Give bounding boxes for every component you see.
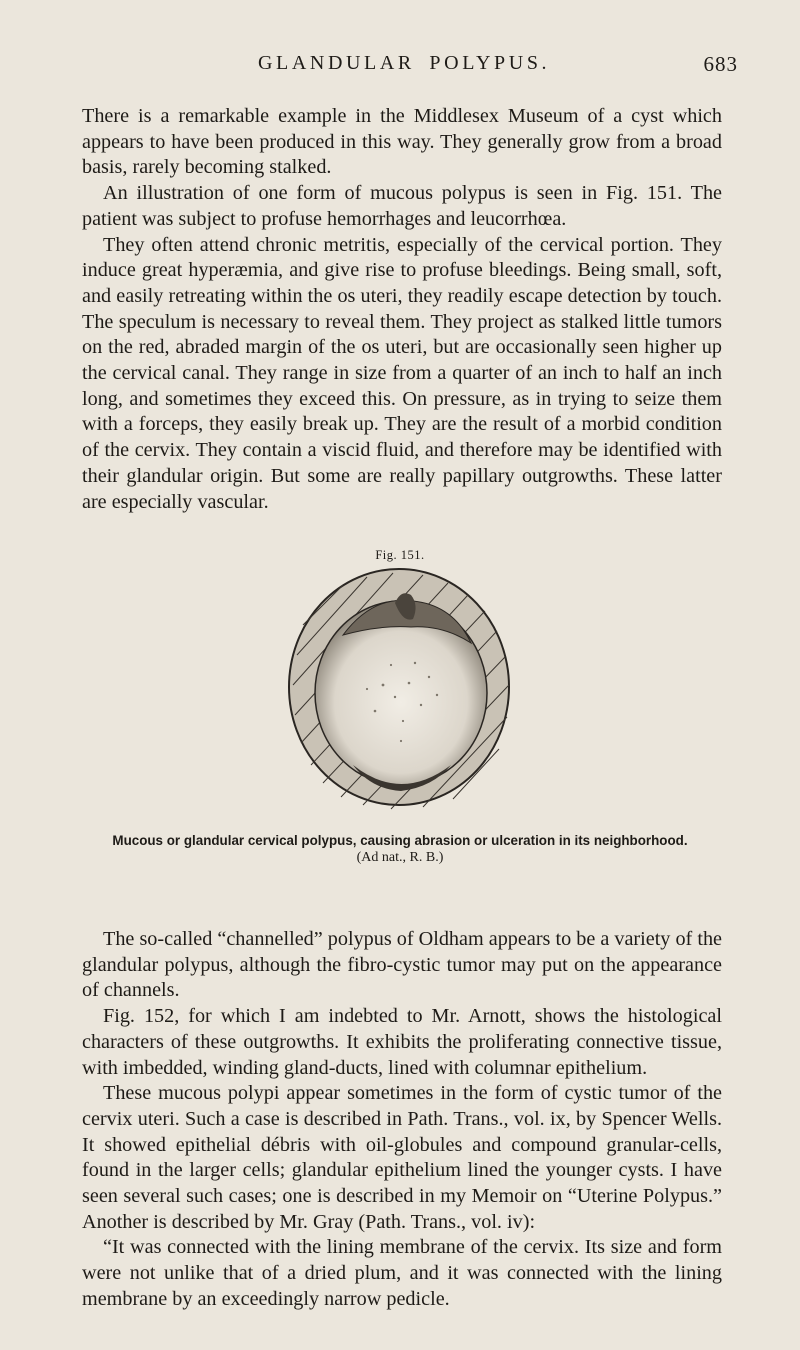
paragraph: The so-called “channelled” polypus of Oldham appears to be a variety of the glandular polypus, although the fibro-cystic tumor may put on the appearance of channels.: [82, 928, 722, 1002]
body-text-bottom: [82, 927, 722, 1313]
figure-illustration-polypus: [283, 565, 523, 815]
body-text-top: [82, 104, 722, 515]
running-head: GLANDULAR POLYPUS.: [258, 52, 551, 74]
page-number: 683: [703, 52, 738, 76]
figure-label: Fig. 151.: [375, 548, 425, 562]
figure-caption: [0, 832, 800, 866]
paragraph: An illustration of one form of mucous polypus is seen in Fig. 151. The patient was subject to profuse hemorrhages and leucorrhœa.: [82, 182, 722, 230]
paragraph: These mucous polypi appear sometimes in the form of cystic tumor of the cervix uteri. Such a case is described in Path. Trans., vol. ix, by Spencer Wells. It showed epithelial débris with oil-globules and compound granular-cells, found in the larger cells; glandular epithelium lined the younger cysts. I have seen several such cases; one is described in my Memoir on “Uterine Polypus.” Another is described by Mr. Gray (Path. Trans., vol. iv):: [82, 1082, 722, 1233]
paragraph: There is a remarkable example in the Middlesex Museum of a cyst which appears to have been produced in this way. They generally grow from a broad basis, rarely becoming stalked.: [82, 105, 722, 179]
caption-credit: (Ad nat., R. B.): [356, 850, 444, 865]
paragraph: They often attend chronic metritis, especially of the cervical portion. They induce great hyperæmia, and give rise to profuse bleedings. Being small, soft, and easily retreating within the os uteri, they readily escape detection by touch. The speculum is necessary to reveal them. They project as stalked little tumors on the red, abraded margin of the os uteri, but are occasionally seen higher up the cervical canal. They range in size from a quarter of an inch to half an inch long, and sometimes they exceed this. On pressure, as in trying to seize them with a forceps, they easily break up. They are the result of a morbid condition of the cervix. They contain a viscid fluid, and therefore may be identified with their glandular origin. But some are really papillary outgrowths. These latter are especially vascular.: [82, 233, 722, 513]
paragraph: “It was connected with the lining membrane of the cervix. Its size and form were not unlike that of a dried plum, and it was connected with the lining membrane by an exceedingly narrow pedicle.: [82, 1236, 722, 1310]
page-header: [0, 52, 800, 82]
paragraph: Fig. 152, for which I am indebted to Mr. Arnott, shows the histological characters of these outgrowths. It exhibits the proliferating connective tissue, with imbedded, winding gland-ducts, lined with columnar epithelium.: [82, 1005, 722, 1079]
caption-text: Mucous or glandular cervical polypus, causing abrasion or ulceration in its neighborhood.: [112, 833, 688, 848]
